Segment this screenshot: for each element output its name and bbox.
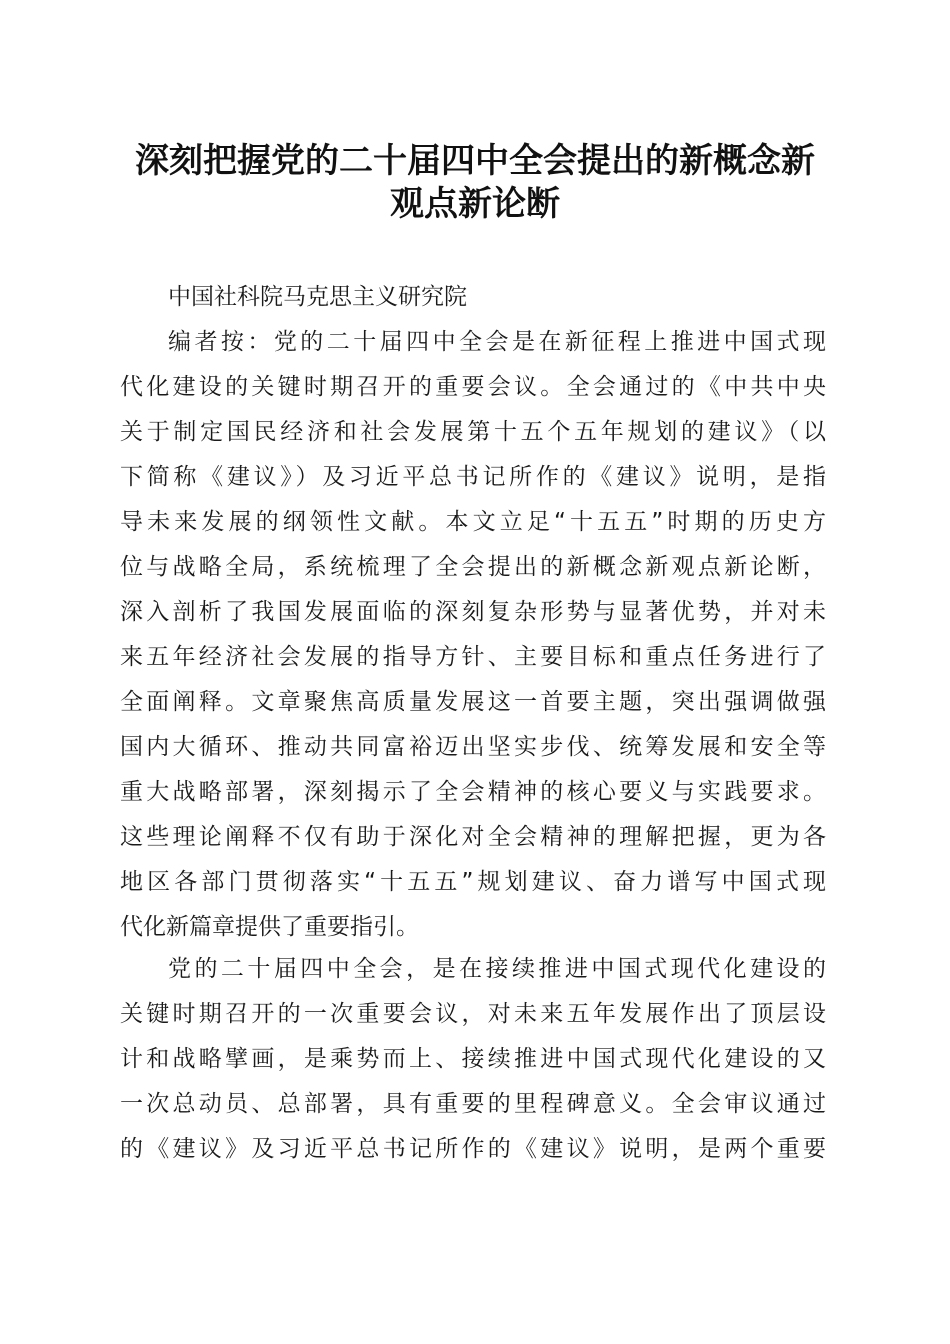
editor-note-line: 全面阐释。文章聚焦高质量发展这一首要主题，突出强调做强 (120, 689, 826, 715)
editor-note-line: 来五年经济社会发展的指导方针、主要目标和重点任务进行了 (120, 644, 826, 670)
editor-note-line: 编者按：党的二十届四中全会是在新征程上推进中国式现 (168, 329, 826, 355)
editor-note-line: 重大战略部署，深刻揭示了全会精神的核心要义与实践要求。 (120, 779, 826, 805)
editor-note-line: 导未来发展的纲领性文献。本文立足“十五五”时期的历史方 (120, 509, 826, 535)
body-line: 关键时期召开的一次重要会议，对未来五年发展作出了顶层设 (120, 1001, 826, 1027)
body-line: 一次总动员、总部署，具有重要的里程碑意义。全会审议通过 (120, 1091, 826, 1117)
document-title-line-2: 观点新论断 (390, 184, 560, 224)
body-line: 党的二十届四中全会，是在接续推进中国式现代化建设的 (168, 956, 826, 982)
editor-note-line: 深入剖析了我国发展面临的深刻复杂形势与显著优势，并对未 (120, 599, 826, 625)
editor-note-line: 这些理论阐释不仅有助于深化对全会精神的理解把握，更为各 (120, 824, 826, 850)
editor-note-line: 代化新篇章提供了重要指引。 (120, 914, 419, 940)
body-paragraph (120, 954, 826, 1179)
editor-note-line: 国内大循环、推动共同富裕迈出坚实步伐、统筹发展和安全等 (120, 734, 826, 760)
body-line: 的《建议》及习近平总书记所作的《建议》说明，是两个重要 (120, 1136, 826, 1162)
author-text: 中国社科院马克思主义研究院 (168, 284, 467, 310)
editor-note-continuation (120, 372, 826, 957)
editor-note-line: 下简称《建议》）及习近平总书记所作的《建议》说明，是指 (120, 464, 826, 490)
editor-note-line: 代化建设的关键时期召开的重要会议。全会通过的《中共中央 (120, 374, 826, 400)
document-title-line-1: 深刻把握党的二十届四中全会提出的新概念新 (135, 141, 815, 181)
body-line: 计和战略擘画，是乘势而上、接续推进中国式现代化建设的又 (120, 1046, 826, 1072)
editor-note-line: 位与战略全局，系统梳理了全会提出的新概念新观点新论断， (120, 554, 826, 580)
editor-note-line: 地区各部门贯彻落实“十五五”规划建议、奋力谱写中国式现 (120, 869, 826, 895)
author-line (120, 282, 826, 312)
editor-note-paragraph (120, 327, 826, 372)
editor-note-line: 关于制定国民经济和社会发展第十五个五年规划的建议》（以 (120, 419, 826, 445)
